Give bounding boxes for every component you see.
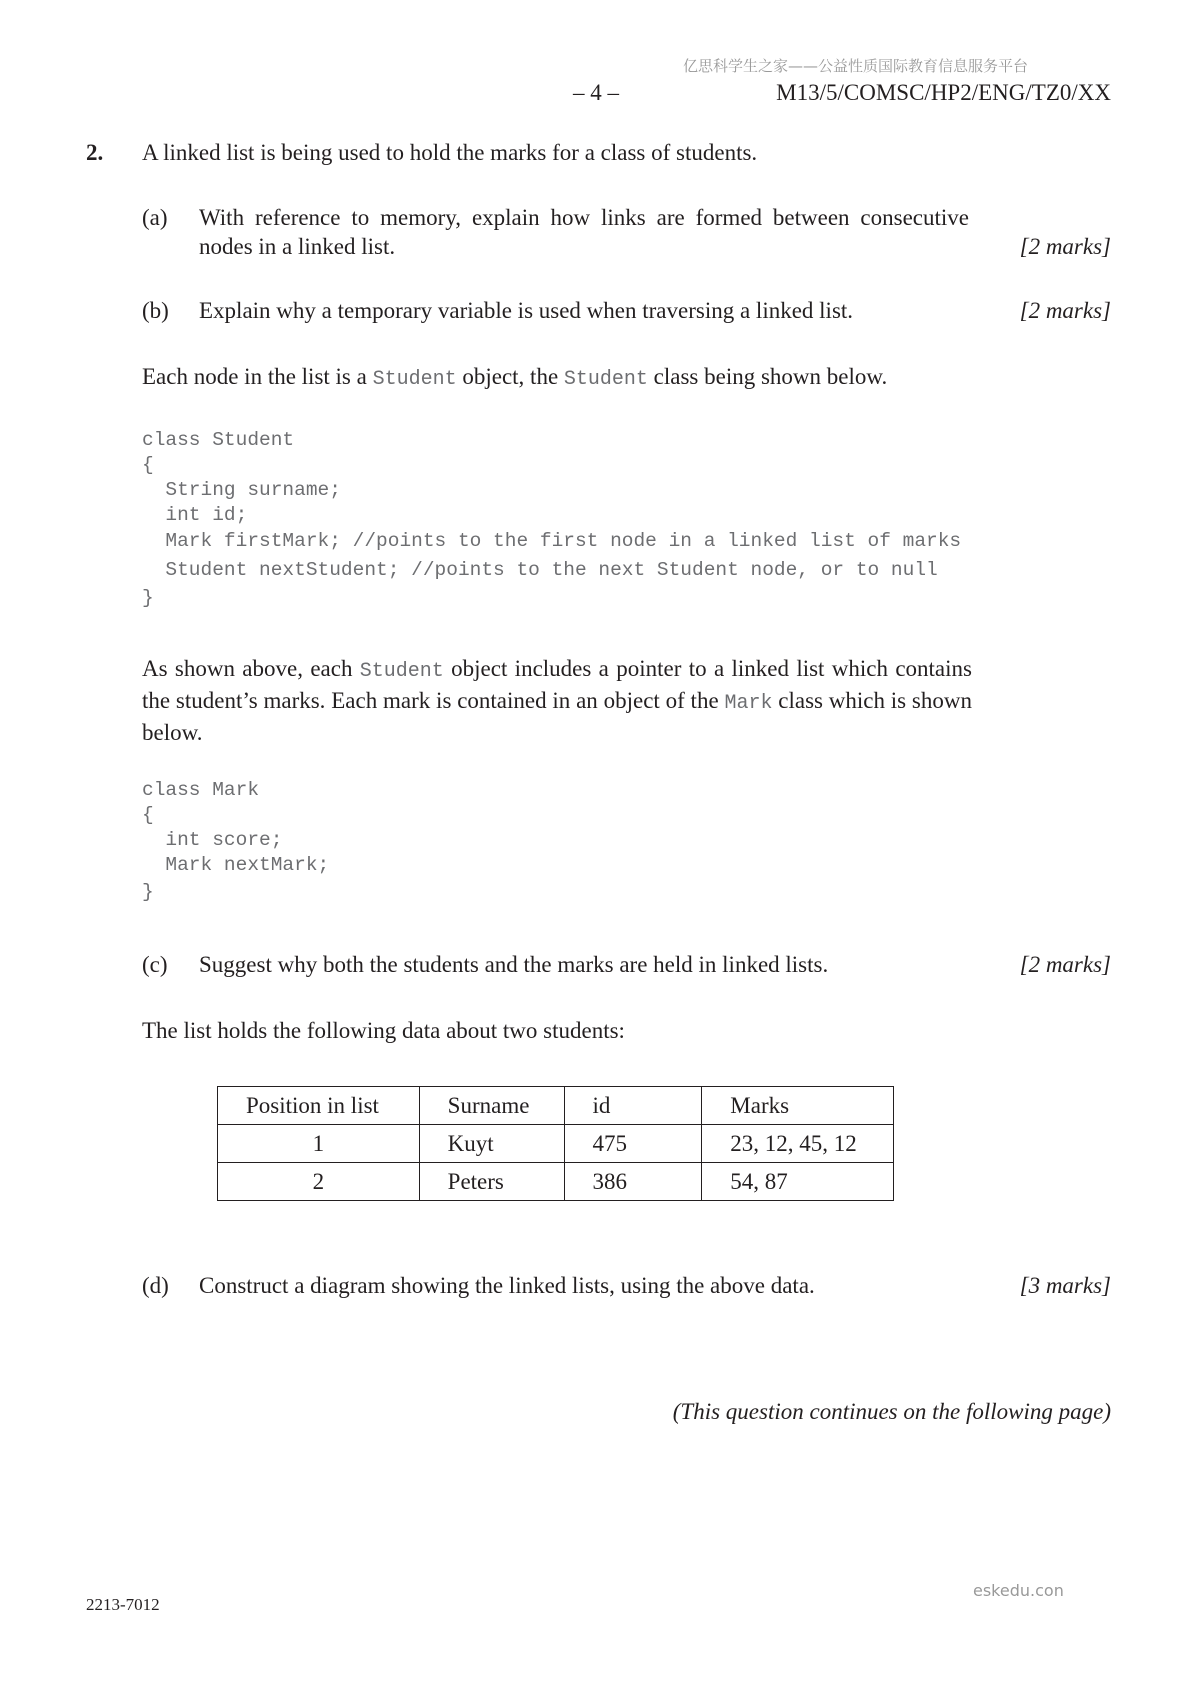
student-intro-text-1: Each node in the list is a [142,364,373,389]
code-line: Student nextStudent; //points to the next Student node, or to null [142,559,938,581]
student-class-code [142,428,1042,613]
mark-class-code [142,778,742,908]
table-cell: 2 [218,1163,420,1201]
part-b-marks: [2 marks] [1019,298,1111,323]
table-header-cell: Position in list [218,1087,420,1125]
mark-intro-text-1: As shown above, each [142,656,360,681]
part-b-text: Explain why a temporary variable is used when traversing a linked list. [199,298,854,323]
mark-intro-code-2: Mark [724,692,773,715]
footer-code: 2213-7012 [86,1595,160,1614]
watermark-top: 亿思科学生之家——公益性质国际教育信息服务平台 [683,57,1029,75]
question-intro: A linked list is being used to hold the marks for a class of students. [142,140,758,165]
code-line: int id; [142,504,248,526]
table-cell: Kuyt [419,1125,564,1163]
code-line: } [142,881,154,903]
part-c-text: Suggest why both the students and the marks are held in linked lists. [199,952,829,977]
student-class-intro [142,362,887,394]
part-d-text: Construct a diagram showing the linked lists, using the above data. [199,1273,815,1298]
table-row [218,1125,894,1163]
part-b-label: (b) [142,298,169,323]
code-line: } [142,587,154,609]
table-intro: The list holds the following data about two students: [142,1018,625,1043]
code-line: { [142,804,154,826]
table-cell: 475 [564,1125,702,1163]
student-intro-text-3: class being shown below. [647,364,888,389]
table-header-cell: Marks [702,1087,894,1125]
table-header-cell: Surname [419,1087,564,1125]
mark-class-intro [142,654,972,747]
page-number: – 4 – [573,80,619,105]
table-cell: 386 [564,1163,702,1201]
code-line: int score; [142,829,283,851]
table-cell: 23, 12, 45, 12 [702,1125,894,1163]
code-line: class Student [142,429,295,451]
table-cell: 54, 87 [702,1163,894,1201]
code-line: Mark firstMark; //points to the first node in a linked list of marks [142,530,962,552]
code-line: class Mark [142,779,260,801]
mark-intro-code-1: Student [359,660,444,683]
student-intro-text-2: object, the [456,364,564,389]
mark-intro-text-3: class which is shown below. [142,688,972,745]
continues-note: (This question continues on the following page) [672,1399,1111,1424]
code-line: String surname; [142,479,341,501]
part-a-label: (a) [142,205,168,230]
part-c-label: (c) [142,952,168,977]
watermark-bottom: eskedu.con [973,1581,1064,1600]
question-number: 2. [86,140,104,165]
table-row [218,1163,894,1201]
student-intro-code-2: Student [563,368,648,391]
table-cell: 1 [218,1125,420,1163]
table-header-row [218,1087,894,1125]
mark-intro-text-2: object includes a pointer to a linked list which contains the student’s marks. Each mark is contained in an object of the [142,656,972,713]
part-a-marks: [2 marks] [1019,234,1111,259]
part-a-text: With reference to memory, explain how links are formed between consecutive nodes in a linked list. [199,205,969,259]
table-header-cell: id [564,1087,702,1125]
part-c-marks: [2 marks] [1019,952,1111,977]
code-line: { [142,454,154,476]
part-d-label: (d) [142,1273,169,1298]
part-d-marks: [3 marks] [1019,1273,1111,1298]
paper-code: M13/5/COMSC/HP2/ENG/TZ0/XX [776,80,1111,105]
student-data-table [217,1086,894,1201]
code-line: Mark nextMark; [142,854,330,876]
table-cell: Peters [419,1163,564,1201]
student-intro-code-1: Student [372,368,457,391]
